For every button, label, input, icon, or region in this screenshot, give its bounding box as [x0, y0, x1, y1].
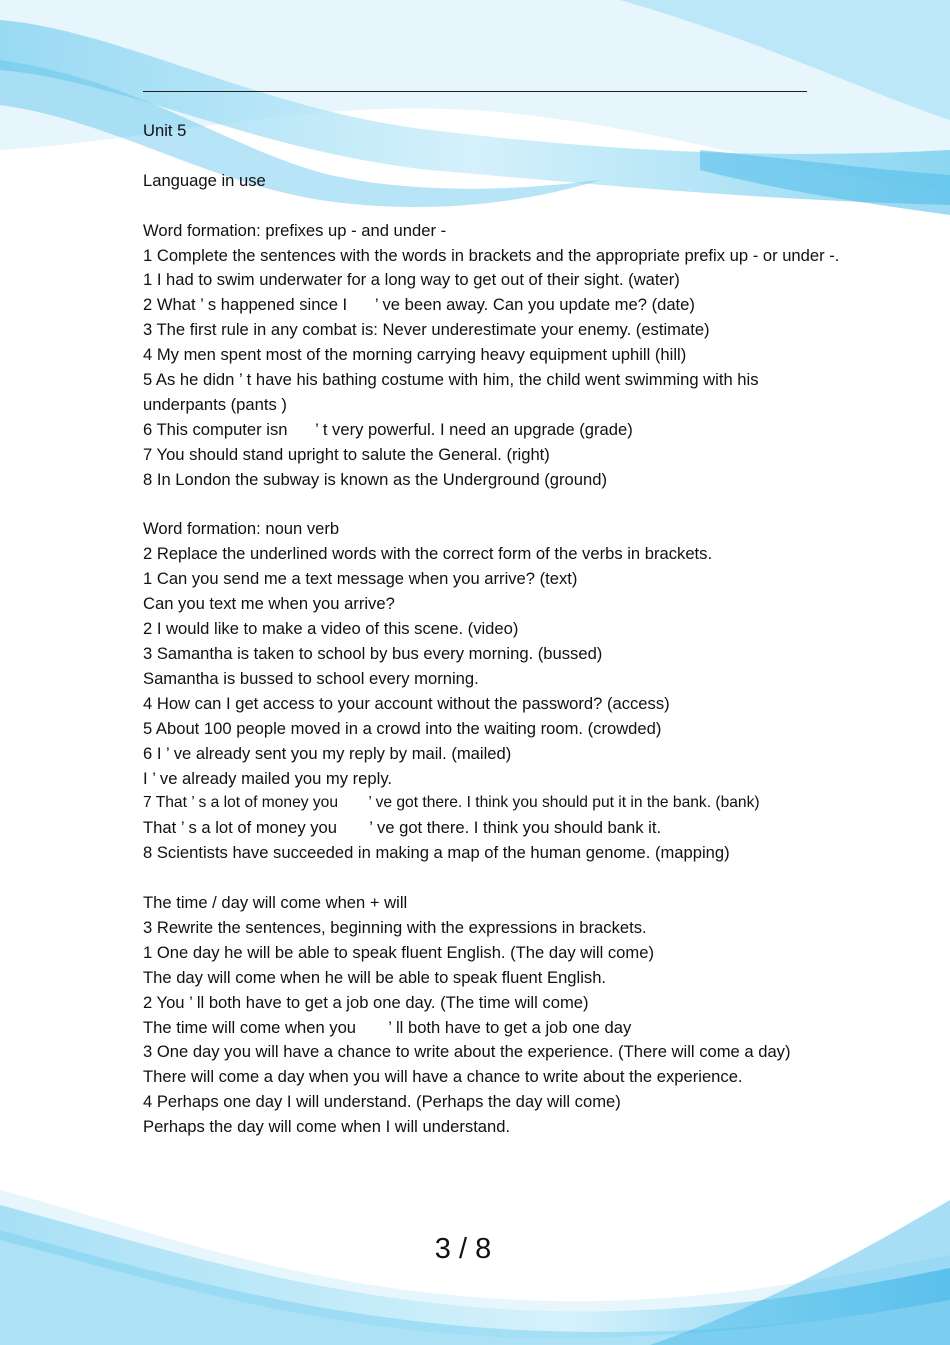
subsection-title: Word formation: noun verb — [143, 519, 340, 539]
exercise-line: 2 What ’ s happened since I ’ ve been away. Can you update me? (date) — [143, 295, 695, 315]
exercise-line: 3 Samantha is taken to school by bus every morning. (bussed) — [143, 643, 603, 663]
exercise-line: 8 In London the subway is known as the Underground (ground) — [143, 469, 608, 489]
exercise-line: The time will come when you ’ ll both have to get a job one day — [143, 1017, 632, 1037]
subsection-title: Word formation: prefixes up - and under - — [143, 220, 447, 240]
unit-heading: Unit 5 — [143, 121, 187, 140]
exercise-line: 4 Perhaps one day I will understand. (Perhaps the day will come) — [143, 1092, 621, 1112]
header-rule — [143, 91, 807, 92]
exercise-line: I ’ ve already mailed you my reply. — [143, 768, 393, 788]
exercise-line: 7 You should stand upright to salute the General. (right) — [143, 444, 550, 464]
exercise-line: 7 That ’ s a lot of money you ’ ve got there. I think you should put it in the bank. (bank) — [143, 794, 760, 812]
exercise-line: 8 Scientists have succeeded in making a map of the human genome. (mapping) — [143, 843, 730, 863]
exercise-line: That ’ s a lot of money you ’ ve got there. I think you should bank it. — [143, 818, 662, 838]
exercise-line: 3 The first rule in any combat is: Never underestimate your enemy. (estimate) — [143, 320, 710, 340]
exercise-line: 4 My men spent most of the morning carrying heavy equipment uphill (hill) — [143, 345, 687, 365]
exercise-line: 1 One day he will be able to speak fluent English. (The day will come) — [143, 942, 654, 962]
exercise-line: 4 How can I get access to your account without the password? (access) — [143, 693, 670, 713]
subsection-title: The time / day will come when + will — [143, 893, 408, 913]
exercise-line: 2 I would like to make a video of this scene. (video) — [143, 619, 519, 639]
exercise-line: There will come a day when you will have a chance to write about the experience. — [143, 1067, 743, 1087]
exercise-line: Perhaps the day will come when I will understand. — [143, 1117, 511, 1137]
exercise-line: 3 One day you will have a chance to write about the experience. (There will come a day) — [143, 1042, 791, 1062]
exercise-line: 6 This computer isn ’ t very powerful. I need an upgrade (grade) — [143, 419, 633, 439]
exercise-line: 5 As he didn ’ t have his bathing costume with him, the child went swimming with his underpants (pants ) — [143, 370, 759, 414]
exercise-line: 6 I ’ ve already sent you my reply by mail. (mailed) — [143, 743, 512, 763]
document-body — [143, 119, 843, 1140]
exercise-line: Samantha is bussed to school every morning. — [143, 668, 479, 688]
exercise-line: The day will come when he will be able to speak fluent English. — [143, 967, 607, 987]
page-indicator: 3 / 8 — [434, 1233, 492, 1265]
exercise-line: 1 Can you send me a text message when you arrive? (text) — [143, 569, 578, 589]
exercise-instruction: 1 Complete the sentences with the words in brackets and the appropriate prefix up - or under -. — [143, 245, 840, 265]
section-heading: Language in use — [143, 170, 266, 190]
exercise-line: Can you text me when you arrive? — [143, 594, 395, 614]
exercise-line: 2 You ’ ll both have to get a job one day. (The time will come) — [143, 992, 589, 1012]
exercise-instruction: 2 Replace the underlined words with the correct form of the verbs in brackets. — [143, 544, 713, 564]
exercise-line: 5 About 100 people moved in a crowd into the waiting room. (crowded) — [143, 718, 662, 738]
exercise-instruction: 3 Rewrite the sentences, beginning with the expressions in brackets. — [143, 917, 647, 937]
exercise-line: 1 I had to swim underwater for a long way to get out of their sight. (water) — [143, 270, 680, 290]
